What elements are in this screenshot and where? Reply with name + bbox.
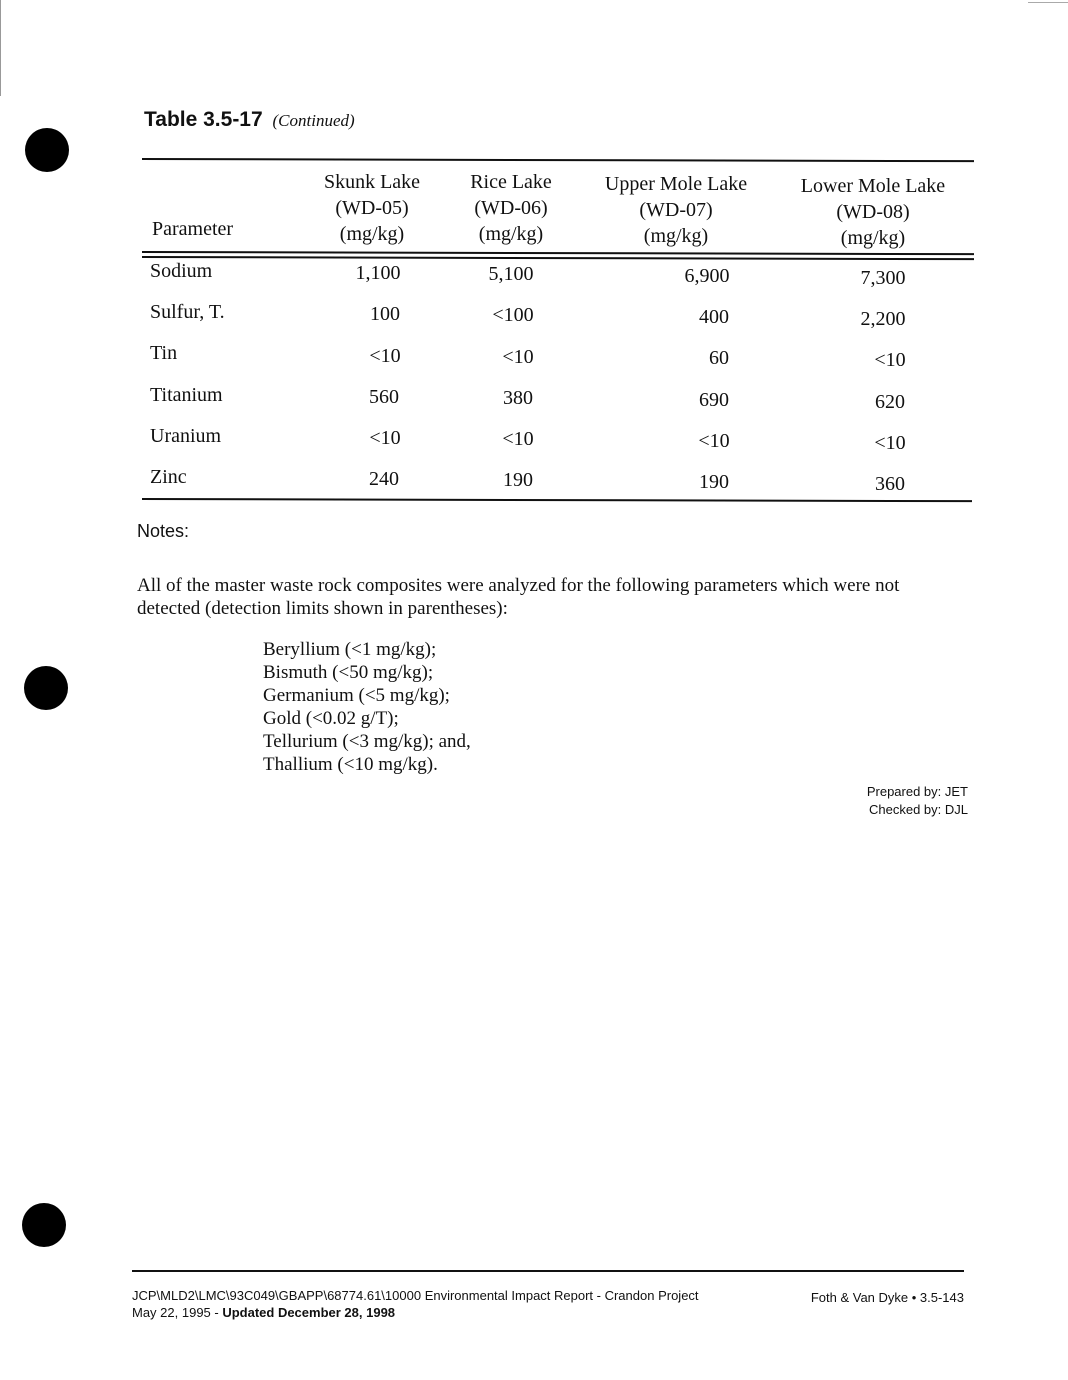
notes-label: Notes:: [137, 521, 190, 541]
header-lower-mole-lake: Lower Mole Lake (WD-08) (mg/kg): [800, 175, 946, 249]
row-titanium-wd05: 560: [369, 386, 399, 408]
notes-text: All of the master waste rock composites were analyzed for the following parameters which were not detected (detection limits shown in parentheses):: [137, 575, 900, 619]
footer-date: May 22, 1995 -: [132, 1305, 223, 1320]
header-double-rule-2: [142, 256, 974, 260]
row-uranium-param: Uranium: [150, 425, 222, 447]
footer-left: [132, 1287, 699, 1321]
row-uranium-wd07: <10: [698, 430, 730, 452]
row-sodium-wd08: 7,300: [860, 267, 906, 289]
notes-list: [263, 638, 471, 776]
list-item: Germanium (<5 mg/kg);: [263, 685, 450, 706]
table-top-rule: [142, 158, 974, 162]
row-sodium-param: Sodium: [150, 260, 213, 282]
row-tin-wd06: <10: [502, 346, 534, 368]
row-titanium-wd08: 620: [875, 391, 905, 413]
table-title: [144, 108, 355, 132]
row-sulfur-wd06: <100: [492, 304, 534, 326]
table-continued: (Continued): [272, 111, 355, 130]
list-item: Tellurium (<3 mg/kg); and,: [263, 731, 471, 752]
row-uranium-wd05: <10: [369, 427, 401, 449]
row-uranium-wd06: <10: [502, 428, 534, 450]
scan-corner-line: [1028, 2, 1068, 3]
table-number: Table 3.5-17: [144, 108, 263, 131]
row-sulfur-wd05: 100: [370, 303, 400, 325]
row-tin-param: Tin: [150, 342, 178, 364]
prepared-by: Prepared by: JET: [866, 784, 968, 799]
row-sulfur-wd08: 2,200: [860, 308, 906, 330]
scan-edge-line: [0, 0, 1, 96]
list-item: Bismuth (<50 mg/kg);: [263, 662, 434, 683]
row-sodium-wd07: 6,900: [684, 265, 730, 287]
row-zinc-wd05: 240: [369, 468, 399, 490]
footer-report: Environmental Impact Report - Crandon Project: [424, 1288, 699, 1303]
header-double-rule-1: [142, 251, 974, 255]
row-titanium-wd07: 690: [699, 389, 729, 411]
list-item: Beryllium (<1 mg/kg);: [263, 639, 437, 660]
header-skunk-lake: Skunk Lake (WD-05) (mg/kg): [323, 171, 421, 245]
footer-path: JCP\MLD2\LMC\93C049\GBAPP\68774.61\10000: [132, 1288, 422, 1303]
punch-hole-bottom: [22, 1203, 66, 1247]
row-sodium-wd06: 5,100: [488, 263, 534, 285]
punch-hole-middle: [24, 666, 68, 710]
footer-page: Foth & Van Dyke • 3.5-143: [810, 1290, 964, 1305]
row-titanium-param: Titanium: [150, 384, 223, 406]
list-item: Thallium (<10 mg/kg).: [263, 754, 438, 775]
punch-hole-top: [25, 128, 69, 172]
header-upper-mole-lake: Upper Mole Lake (WD-07) (mg/kg): [604, 173, 748, 247]
row-tin-wd07: 60: [709, 347, 729, 369]
row-sulfur-param: Sulfur, T.: [150, 301, 225, 323]
header-parameter: Parameter: [152, 218, 234, 240]
row-uranium-wd08: <10: [874, 432, 906, 454]
footer-rule: [132, 1270, 964, 1272]
row-sulfur-wd07: 400: [699, 306, 729, 328]
row-tin-wd05: <10: [369, 345, 401, 367]
table-bottom-rule: [142, 498, 972, 502]
row-zinc-param: Zinc: [150, 466, 187, 488]
footer-updated: Updated December 28, 1998: [222, 1305, 396, 1320]
header-rice-lake: Rice Lake (WD-06) (mg/kg): [470, 171, 552, 245]
row-zinc-wd07: 190: [699, 471, 729, 493]
row-zinc-wd06: 190: [503, 469, 533, 491]
row-zinc-wd08: 360: [875, 473, 905, 495]
row-titanium-wd06: 380: [503, 387, 533, 409]
row-sodium-wd05: 1,100: [355, 262, 401, 284]
signoff-block: [867, 783, 968, 819]
checked-by: Checked by: DJL: [869, 802, 968, 817]
list-item: Gold (<0.02 g/T);: [263, 708, 399, 729]
row-tin-wd08: <10: [874, 349, 906, 371]
